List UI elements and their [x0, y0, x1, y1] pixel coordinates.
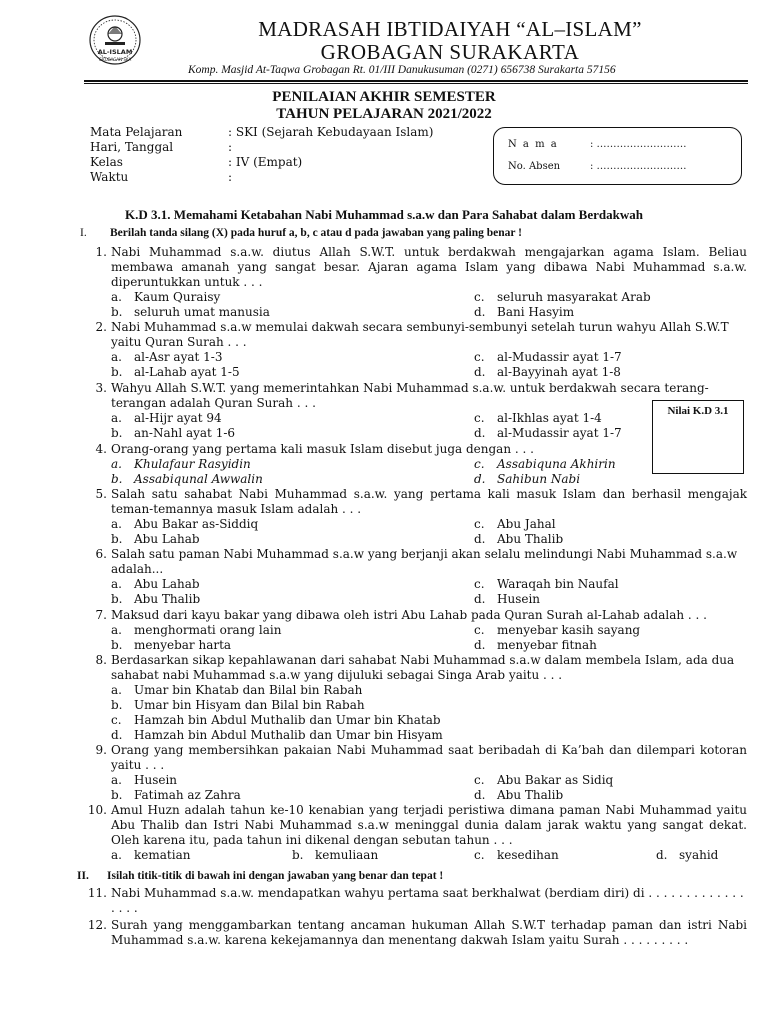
answer-option[interactable]: d. al-Mudassir ayat 1-7	[474, 426, 622, 440]
student-absen-label: No. Absen	[508, 161, 561, 172]
info-value: :	[228, 140, 233, 154]
student-name-field[interactable]: : ………………………	[590, 139, 687, 150]
section-instruction: Berilah tanda silang (X) pada huruf a, b, c atau d pada jawaban yang paling benar !	[110, 227, 522, 239]
question-number: 11.	[87, 886, 107, 900]
question	[87, 743, 747, 803]
question-text: Amul Huzn adalah tahun ke-10 kenabian yang terjadi peristiwa dimana paman Nabi Muhammad yaitu Abu Thalib dan Istri Nabi Muhammad s.a.w meninggal dunia dalam jarak waktu yang sangat dekat. Oleh karena itu, pada tahun ini dikenal dengan sebutan tahun . . .	[111, 803, 747, 847]
section-number: I.	[80, 227, 87, 239]
question	[87, 320, 747, 380]
answer-option[interactable]: b. Umar bin Hisyam dan Bilal bin Rabah	[111, 698, 365, 712]
question-number: 12.	[87, 918, 107, 932]
answer-option[interactable]: d. Bani Hasyim	[474, 305, 575, 319]
answer-option[interactable]: a. al-Asr ayat 1-3	[111, 350, 223, 364]
question-text: Maksud dari kayu bakar yang dibawa oleh istri Abu Lahab pada Quran Surah al-Lahab adalah . . .	[111, 608, 707, 622]
question-text: Wahyu Allah S.W.T. yang memerintahkan Nabi Muhammad s.a.w. untuk berdakwah secara terang-terangan adalah Quran Surah . . .	[111, 381, 709, 410]
answer-option[interactable]: a. al-Hijr ayat 94	[111, 411, 222, 425]
exam-info	[90, 125, 433, 185]
kd-title: K.D 3.1. Memahami Ketabahan Nabi Muhammad s.a.w dan Para Sahabat dalam Berdakwah	[125, 207, 643, 222]
answer-option[interactable]: b. Assabiqunal Awwalin	[111, 472, 263, 486]
answer-option[interactable]: a. Khulafaur Rasyidin	[111, 457, 251, 471]
info-label: Kelas	[90, 155, 123, 169]
answer-option[interactable]: b. an-Nahl ayat 1-6	[111, 426, 236, 440]
answer-options	[111, 848, 747, 863]
question	[87, 547, 747, 607]
school-name: MADRASAH IBTIDAIYAH “AL–ISLAM”	[258, 17, 642, 41]
info-value: : IV (Empat)	[228, 155, 303, 169]
school-address: Komp. Masjid At-Taqwa Grobagan Rt. 01/III Danukusuman (0271) 656738 Surakarta 57156	[188, 64, 616, 76]
header-divider	[84, 80, 748, 82]
info-row	[90, 170, 433, 185]
question-text: Orang-orang yang pertama kali masuk Islam disebut juga dengan . . .	[111, 442, 534, 456]
answer-option[interactable]: a. menghormati orang lain	[111, 623, 282, 637]
exam-title: PENILAIAN AKHIR SEMESTER	[272, 89, 496, 105]
answer-option[interactable]: c. al-Mudassir ayat 1-7	[474, 350, 622, 364]
question-text: Salah satu paman Nabi Muhammad s.a.w yang berjanji akan selalu melindungi Nabi Muhammad s.a.w adalah...	[111, 547, 738, 576]
answer-option[interactable]: b. menyebar harta	[111, 638, 232, 652]
info-value: :	[228, 170, 233, 184]
student-name-row	[508, 139, 687, 150]
header-divider-thin	[84, 83, 748, 84]
question	[87, 487, 747, 547]
answer-option[interactable]: b. al-Lahab ayat 1-5	[111, 365, 240, 379]
answer-option[interactable]: c. al-Ikhlas ayat 1-4	[474, 411, 602, 425]
answer-option[interactable]: c. kesedihan	[474, 848, 559, 862]
question	[87, 803, 747, 863]
svg-text:GROBAGAN SKA: GROBAGAN SKA	[98, 57, 132, 62]
answer-option[interactable]: d. Hamzah bin Abdul Muthalib dan Umar bin Hisyam	[111, 728, 443, 742]
answer-option[interactable]: a. kematian	[111, 848, 191, 862]
question-number: 8.	[95, 653, 107, 667]
svg-text:AL-ISLAM: AL-ISLAM	[97, 48, 133, 56]
question-text: Nabi Muhammad s.a.w. diutus Allah S.W.T. untuk berdakwah mengajarkan agama Islam. Beliau membawa amanah yang sangat besar. Ajaran agama Islam yang dibawa Nabi Muhammad s.a.w. diperuntukkan untuk . . .	[111, 245, 747, 289]
letterhead	[0, 0, 768, 82]
student-identity-box	[493, 127, 742, 185]
question-number: 2.	[95, 320, 107, 334]
question-number: 6.	[95, 547, 107, 561]
answer-option[interactable]: b. kemuliaan	[292, 848, 379, 862]
fill-question[interactable]	[87, 918, 747, 948]
fill-question[interactable]	[87, 886, 747, 916]
answer-options	[111, 773, 747, 803]
info-label: Mata Pelajaran	[90, 125, 183, 139]
answer-option[interactable]: d. menyebar fitnah	[474, 638, 597, 652]
answer-option[interactable]: a. Kaum Quraisy	[111, 290, 221, 304]
section-number: II.	[77, 870, 89, 882]
question-text: Berdasarkan sikap kepahlawanan dari sahabat Nabi Muhammad s.a.w dalam membela Islam, ada dua sahabat nabi Muhammad s.a.w yang dijuluki sebagai Singa Arab yaitu . . .	[111, 653, 735, 682]
answer-option[interactable]: c. menyebar kasih sayang	[474, 623, 641, 637]
question-number: 4.	[95, 442, 107, 456]
question-text: Salah satu sahabat Nabi Muhammad s.a.w. yang pertama kali masuk Islam dan berhasil mengajak teman-temannya masuk Islam adalah . . .	[111, 487, 747, 516]
answer-option[interactable]: a. Umar bin Khatab dan Bilal bin Rabah	[111, 683, 363, 697]
answer-options	[111, 577, 747, 607]
answer-option[interactable]: c. Waraqah bin Naufal	[474, 577, 619, 591]
question-text: Surah yang menggambarkan tentang ancaman hukuman Allah S.W.T terhadap paman dan istri Nabi Muhammad s.a.w. karena kekejamannya dan menentang dakwah Islam yaitu Surah . . . . . . . . .	[111, 918, 747, 947]
answer-option[interactable]: c. Abu Jahal	[474, 517, 556, 531]
info-row	[90, 125, 433, 140]
answer-option[interactable]: d. Abu Thalib	[474, 788, 564, 802]
answer-option[interactable]: d. Sahibun Nabi	[474, 472, 581, 486]
answer-options	[111, 517, 747, 547]
answer-option[interactable]: c. seluruh masyarakat Arab	[474, 290, 651, 304]
info-label: Waktu	[90, 170, 129, 184]
answer-options	[111, 350, 747, 380]
question	[87, 245, 747, 320]
answer-option[interactable]: b. seluruh umat manusia	[111, 305, 270, 319]
exam-year: TAHUN PELAJARAN 2021/2022	[276, 106, 492, 122]
answer-options	[111, 457, 747, 487]
answer-options	[111, 290, 747, 320]
answer-option[interactable]: c. Hamzah bin Abdul Muthalib dan Umar bin Khatab	[111, 713, 441, 727]
student-name-label: N a m a	[508, 139, 559, 150]
answer-option[interactable]: a. Abu Lahab	[111, 577, 200, 591]
school-location: GROBAGAN SURAKARTA	[320, 40, 580, 64]
section-heading	[77, 870, 443, 882]
question	[87, 442, 747, 487]
question	[87, 653, 747, 743]
question-number: 1.	[95, 245, 107, 259]
answer-option[interactable]: d. Husein	[474, 592, 541, 606]
question-text: Orang yang membersihkan pakaian Nabi Muhammad saat beribadah di Ka’bah dan dilempari kotoran yaitu . . .	[111, 743, 747, 772]
info-label: Hari, Tanggal	[90, 140, 174, 154]
answer-options	[111, 683, 747, 743]
answer-option[interactable]: b. Abu Thalib	[111, 592, 201, 606]
answer-option[interactable]: d. Abu Thalib	[474, 532, 564, 546]
answer-option[interactable]: d. al-Bayyinah ayat 1-8	[474, 365, 621, 379]
question-number: 7.	[95, 608, 107, 622]
question	[87, 608, 747, 653]
question-number: 9.	[95, 743, 107, 757]
question-number: 10.	[87, 803, 107, 817]
info-value: : SKI (Sejarah Kebudayaan Islam)	[228, 125, 434, 139]
answer-options	[111, 623, 747, 653]
section-heading	[80, 227, 522, 239]
question-number: 5.	[95, 487, 107, 501]
info-row	[90, 140, 433, 155]
answer-option[interactable]: c. Abu Bakar as Sidiq	[474, 773, 614, 787]
student-absen-row	[508, 161, 687, 172]
question-text: Nabi Muhammad s.a.w memulai dakwah secara sembunyi-sembunyi setelah turun wahyu Allah S.W.T yaitu Quran Surah . . .	[111, 320, 729, 349]
info-row	[90, 155, 433, 170]
answer-option[interactable]: a. Abu Bakar as-Siddiq	[111, 517, 259, 531]
question-text: Nabi Muhammad s.a.w. mendapatkan wahyu pertama saat berkhalwat (berdiam diri) di . . . . . . . . . . . . . . . . .	[111, 886, 744, 915]
answer-option[interactable]: c. Assabiquna Akhirin	[474, 457, 616, 471]
answer-option[interactable]: b. Fatimah az Zahra	[111, 788, 241, 802]
answer-option[interactable]: b. Abu Lahab	[111, 532, 200, 546]
school-logo	[88, 14, 142, 70]
score-box-label: Nilai K.D 3.1	[667, 405, 729, 417]
question-number: 3.	[95, 381, 107, 395]
section-instruction: Isilah titik-titik di bawah ini dengan jawaban yang benar dan tepat !	[107, 870, 444, 882]
answer-option[interactable]: a. Husein	[111, 773, 178, 787]
student-absen-field[interactable]: : ………………………	[590, 161, 687, 172]
answer-option[interactable]: d. syahid	[656, 848, 719, 862]
